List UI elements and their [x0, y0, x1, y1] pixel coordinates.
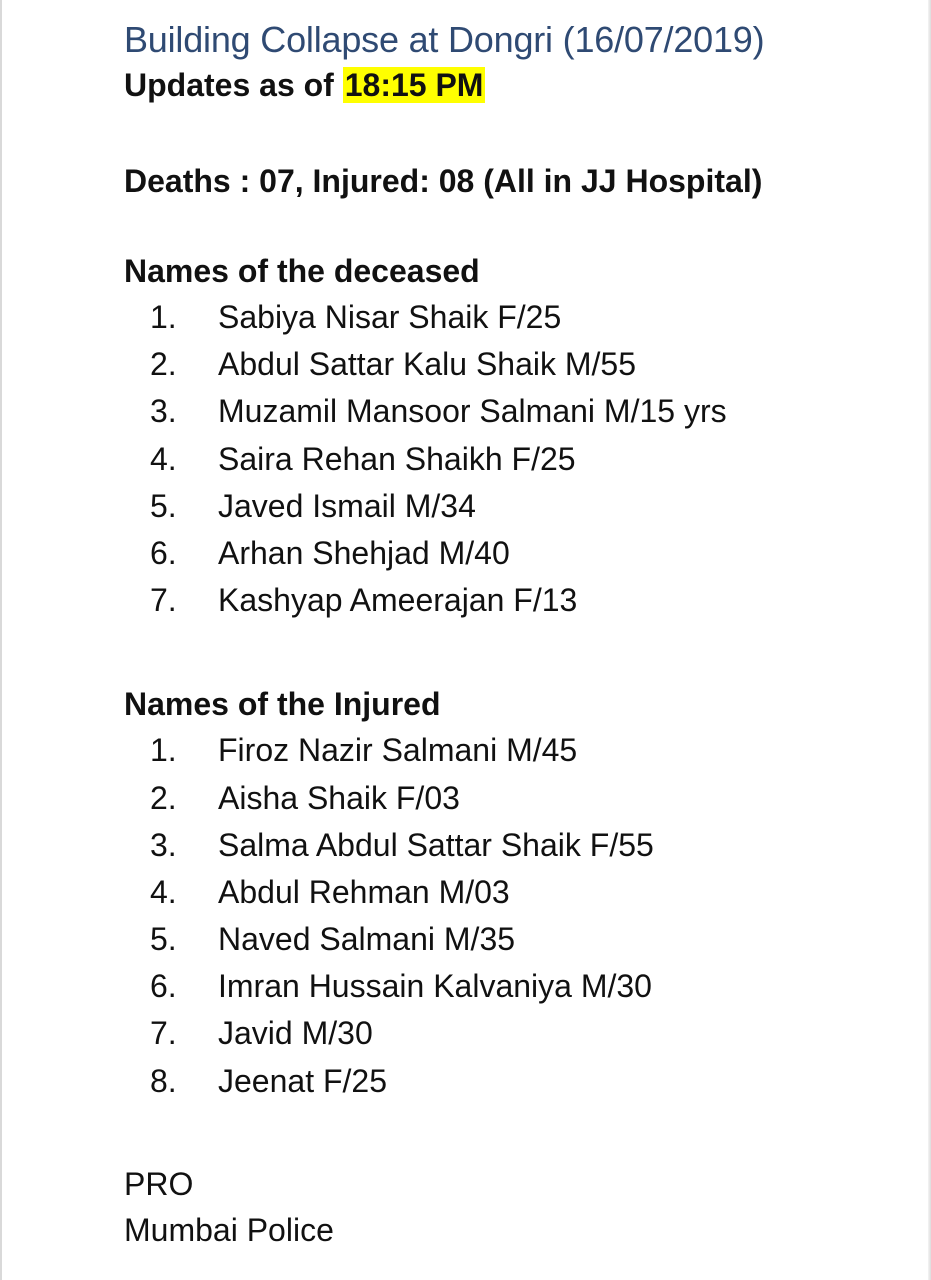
person-entry: Saira Rehan Shaikh F/25: [218, 440, 576, 477]
person-entry: Jeenat F/25: [218, 1062, 387, 1099]
person-entry: Javid M/30: [218, 1015, 373, 1052]
list-number: 1.: [150, 732, 177, 769]
list-number: 2.: [150, 779, 177, 816]
list-number: 1.: [150, 299, 177, 335]
injured-list-item: [124, 822, 904, 869]
update-prefix: Updates as of: [124, 67, 334, 103]
casualty-summary: Deaths : 07, Injured: 08 (All in JJ Hospital): [124, 163, 763, 199]
signature-organization: Mumbai Police: [124, 1211, 334, 1248]
deceased-list-item: [124, 341, 904, 388]
person-entry: Muzamil Mansoor Salmani M/15 yrs: [218, 393, 727, 430]
document-title: Building Collapse at Dongri (16/07/2019): [124, 19, 765, 60]
deceased-list-item: [124, 483, 904, 530]
list-number: 5.: [150, 921, 177, 958]
injured-list: [124, 727, 904, 1105]
person-entry: Salma Abdul Sattar Shaik F/55: [218, 826, 654, 863]
signature-role: PRO: [124, 1165, 194, 1202]
injured-list-item: [124, 1010, 904, 1057]
deceased-list-item: [124, 530, 904, 577]
list-number: 7.: [150, 1015, 177, 1052]
list-number: 3.: [150, 826, 177, 863]
person-entry: Javed Ismail M/34: [218, 487, 476, 524]
injured-list-item: [124, 916, 904, 963]
list-number: 8.: [150, 1062, 177, 1099]
person-entry: Firoz Nazir Salmani M/45: [218, 732, 578, 769]
deceased-list-item: [124, 388, 904, 435]
person-entry: Arhan Shehjad M/40: [218, 534, 510, 571]
list-number: 2.: [150, 346, 177, 383]
document-body: [124, 18, 904, 1253]
injured-list-item: [124, 775, 904, 822]
injured-list-item: [124, 1058, 904, 1105]
injured-list-item: [124, 727, 904, 774]
person-entry: Aisha Shaik F/03: [218, 779, 460, 816]
injured-heading: Names of the Injured: [124, 686, 441, 723]
update-line: [124, 62, 904, 108]
deceased-list-item: [124, 436, 904, 483]
deceased-list: [124, 294, 904, 624]
list-number: 4.: [150, 873, 177, 910]
person-entry: Abdul Sattar Kalu Shaik M/55: [218, 346, 637, 383]
list-number: 4.: [150, 440, 177, 477]
person-entry: Naved Salmani M/35: [218, 921, 516, 958]
deceased-list-item: [124, 577, 904, 624]
page-left-edge: [0, 0, 2, 1280]
list-number: 5.: [150, 487, 177, 524]
injured-list-item: [124, 963, 904, 1010]
person-entry: Abdul Rehman M/03: [218, 873, 510, 910]
person-entry: Kashyap Ameerajan F/13: [218, 582, 578, 619]
signature-block: [124, 1161, 904, 1253]
person-entry: Sabiya Nisar Shaik F/25: [218, 299, 562, 335]
person-entry: Imran Hussain Kalvaniya M/30: [218, 968, 652, 1005]
list-number: 6.: [150, 534, 177, 571]
list-number: 7.: [150, 582, 177, 619]
injured-list-item: [124, 869, 904, 916]
deceased-list-item: [124, 294, 904, 341]
update-time-highlight: 18:15 PM: [344, 67, 484, 103]
list-number: 6.: [150, 968, 177, 1005]
deceased-heading: Names of the deceased: [124, 253, 480, 289]
list-number: 3.: [150, 393, 177, 430]
